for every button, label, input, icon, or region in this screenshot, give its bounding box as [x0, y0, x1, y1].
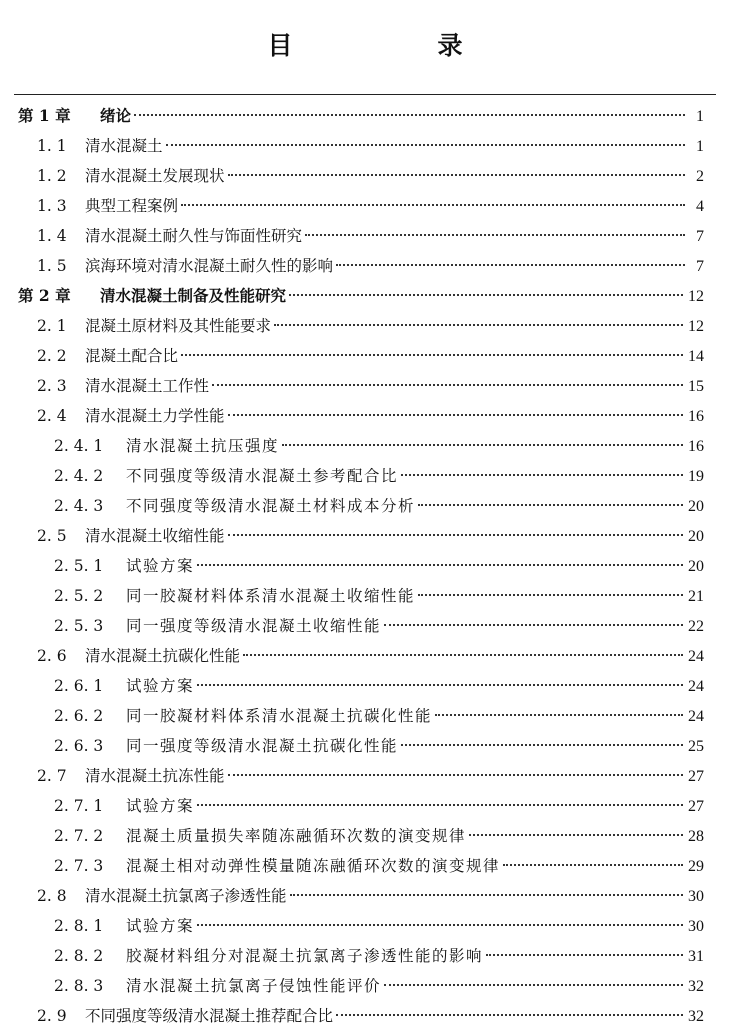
- toc-entry: [54, 791, 704, 821]
- toc-number: 2. 5: [37, 527, 67, 545]
- toc-number: 2. 7: [37, 767, 67, 785]
- toc-chapter-row[interactable]: [0, 101, 730, 131]
- toc-entry-row[interactable]: [0, 371, 730, 401]
- toc-number: 2. 5. 3: [54, 617, 104, 635]
- toc-number: 2. 8. 3: [54, 977, 104, 995]
- toc-entry-row[interactable]: [0, 161, 730, 191]
- toc-title: 同一强度等级清水混凝土抗碳化性能: [126, 737, 399, 755]
- toc-dot-leader: [197, 924, 683, 926]
- toc-entry: [37, 221, 704, 251]
- toc-page-number: 2: [696, 168, 704, 185]
- toc-title: 滨海环境对清水混凝土耐久性的影响: [85, 257, 334, 275]
- toc-dot-leader: [228, 174, 685, 176]
- toc-title: 清水混凝土制备及性能研究: [100, 286, 287, 305]
- toc-entry: [54, 941, 704, 971]
- toc-entry-row[interactable]: [0, 851, 730, 881]
- toc-number: 1. 4: [37, 227, 67, 245]
- toc-title: 清水混凝土抗氯离子渗透性能: [85, 887, 287, 905]
- toc-entry-row[interactable]: [0, 131, 730, 161]
- toc-page-number: 28: [688, 828, 704, 845]
- toc-title: 清水混凝土抗氯离子侵蚀性能评价: [126, 977, 382, 995]
- toc-dot-leader: [401, 474, 683, 476]
- toc-number: 1. 2: [37, 167, 67, 185]
- toc-number: 2. 8. 1: [54, 917, 104, 935]
- toc-title: 绪论: [100, 106, 132, 125]
- toc-page-number: 19: [688, 468, 704, 485]
- toc-number: 2. 5. 2: [54, 587, 104, 605]
- toc-entry-row[interactable]: [0, 311, 730, 341]
- toc-entry: [37, 761, 704, 791]
- toc-page-number: 1: [696, 108, 704, 125]
- toc-entry: [54, 821, 704, 851]
- toc-dot-leader: [336, 264, 685, 266]
- toc-number: 2. 2: [37, 347, 67, 365]
- toc-page-number: 16: [688, 408, 704, 425]
- toc-number: 2. 3: [37, 377, 67, 395]
- toc-title: 不同强度等级清水混凝土推荐配合比: [85, 1007, 334, 1025]
- toc-entry: [37, 131, 704, 161]
- toc-page-number: 32: [688, 978, 704, 995]
- toc-dot-leader: [228, 534, 683, 536]
- toc-title: 清水混凝土抗冻性能: [85, 767, 225, 785]
- toc-title: 清水混凝土收缩性能: [85, 527, 225, 545]
- toc-entry-row[interactable]: [0, 1001, 730, 1031]
- toc-page-number: 20: [688, 528, 704, 545]
- toc-dot-leader: [228, 414, 683, 416]
- toc-entry: [54, 731, 704, 761]
- toc-title: 同一胶凝材料体系清水混凝土抗碳化性能: [126, 707, 433, 725]
- toc-chapter-row[interactable]: [0, 281, 730, 311]
- toc-page-number: 24: [688, 708, 704, 725]
- toc-entry-row[interactable]: [0, 761, 730, 791]
- toc-entry: [37, 371, 704, 401]
- toc-title: 混凝土质量损失率随冻融循环次数的演变规律: [126, 827, 467, 845]
- toc-entry-row[interactable]: [0, 431, 730, 461]
- toc-entry: [54, 431, 704, 461]
- toc-title: 同一强度等级清水混凝土收缩性能: [126, 617, 382, 635]
- toc-title: 清水混凝土工作性: [85, 377, 210, 395]
- toc-page-number: 7: [696, 258, 704, 275]
- toc-page-number: 14: [688, 348, 704, 365]
- toc-number: 2. 5. 1: [54, 557, 104, 575]
- toc-entry: [54, 971, 704, 1001]
- toc-number: 1. 3: [37, 197, 67, 215]
- toc-entry-row[interactable]: [0, 731, 730, 761]
- toc-page-number: 30: [688, 888, 704, 905]
- toc-page-number: 22: [688, 618, 704, 635]
- toc-dot-leader: [401, 744, 683, 746]
- toc-entry: [37, 521, 704, 551]
- page-title: 目 录: [267, 31, 523, 60]
- toc-number: 2. 7. 2: [54, 827, 104, 845]
- toc-dot-leader: [197, 564, 683, 566]
- toc-title: 胶凝材料组分对混凝土抗氯离子渗透性能的影响: [126, 947, 484, 965]
- toc-entry: [54, 701, 704, 731]
- toc-page-number: 27: [688, 768, 704, 785]
- toc-dot-leader: [166, 144, 685, 146]
- toc-title: 清水混凝土发展现状: [85, 167, 225, 185]
- toc-entry: [37, 401, 704, 431]
- toc-dot-leader: [243, 654, 683, 656]
- toc-page-number: 29: [688, 858, 704, 875]
- toc-title: 清水混凝土力学性能: [85, 407, 225, 425]
- toc-entry-row[interactable]: [0, 821, 730, 851]
- toc-page-number: 7: [696, 228, 704, 245]
- toc-title: 清水混凝土: [85, 137, 163, 155]
- toc-entry: [37, 161, 704, 191]
- toc-page-number: 32: [688, 1008, 704, 1025]
- toc-entry-row[interactable]: [0, 671, 730, 701]
- toc-number: 2. 8. 2: [54, 947, 104, 965]
- toc-entry-row[interactable]: [0, 581, 730, 611]
- toc-number: 2. 4. 1: [54, 437, 104, 455]
- toc-entry: [37, 191, 704, 221]
- toc-entry: [18, 281, 704, 311]
- toc-entry: [37, 251, 704, 281]
- toc-title: 试验方案: [126, 557, 195, 575]
- toc-dot-leader: [435, 714, 683, 716]
- toc-entry-row[interactable]: [0, 521, 730, 551]
- toc-entry: [54, 611, 704, 641]
- toc-title: 混凝土原材料及其性能要求: [85, 317, 272, 335]
- toc-number: 2. 4: [37, 407, 67, 425]
- toc-title: 清水混凝土抗压强度: [126, 437, 280, 455]
- toc-entry-row[interactable]: [0, 401, 730, 431]
- toc-dot-leader: [503, 864, 683, 866]
- toc-page-number: 4: [696, 198, 704, 215]
- toc-number: 1. 5: [37, 257, 67, 275]
- toc-number: 1. 1: [37, 137, 67, 155]
- toc-page-number: 16: [688, 438, 704, 455]
- toc-number: 2. 6. 3: [54, 737, 104, 755]
- toc-dot-leader: [486, 954, 683, 956]
- toc-entry: [54, 671, 704, 701]
- toc-entry-row[interactable]: [0, 491, 730, 521]
- toc-title: 不同强度等级清水混凝土参考配合比: [126, 467, 399, 485]
- toc-page-number: 20: [688, 558, 704, 575]
- toc-title: 混凝土配合比: [85, 347, 179, 365]
- toc-entry-row[interactable]: [0, 551, 730, 581]
- toc-number: 2. 6. 2: [54, 707, 104, 725]
- toc-dot-leader: [336, 1014, 683, 1016]
- toc-title: 不同强度等级清水混凝土材料成本分析: [126, 497, 416, 515]
- toc-entry-row[interactable]: [0, 221, 730, 251]
- toc-entry: [37, 641, 704, 671]
- toc-title: 混凝土相对动弹性模量随冻融循环次数的演变规律: [126, 857, 501, 875]
- toc-page-number: 12: [688, 288, 704, 305]
- toc-entry: [54, 851, 704, 881]
- toc-dot-leader: [305, 234, 685, 236]
- toc-page-number: 25: [688, 738, 704, 755]
- toc-page-number: 15: [688, 378, 704, 395]
- toc-dot-leader: [290, 894, 683, 896]
- toc-page-number: 30: [688, 918, 704, 935]
- toc-entry: [37, 881, 704, 911]
- toc-entry: [54, 461, 704, 491]
- toc-title: 清水混凝土耐久性与饰面性研究: [85, 227, 303, 245]
- toc-page-number: 31: [688, 948, 704, 965]
- toc-dot-leader: [212, 384, 683, 386]
- toc-number: 2. 6: [37, 647, 67, 665]
- toc-dot-leader: [274, 324, 683, 326]
- toc-entry-row[interactable]: [0, 251, 730, 281]
- toc-entry-row[interactable]: [0, 611, 730, 641]
- toc-number: 第 1 章: [18, 106, 71, 125]
- toc-number: 2. 7. 3: [54, 857, 104, 875]
- toc-dot-leader: [418, 504, 683, 506]
- toc-entry-row[interactable]: [0, 941, 730, 971]
- toc-entry-row[interactable]: [0, 701, 730, 731]
- toc-dot-leader: [134, 114, 685, 116]
- toc-number: 第 2 章: [18, 286, 71, 305]
- toc-number: 2. 4. 2: [54, 467, 104, 485]
- toc-title: 同一胶凝材料体系清水混凝土收缩性能: [126, 587, 416, 605]
- toc-dot-leader: [228, 774, 683, 776]
- toc-entry: [54, 491, 704, 521]
- toc-entry: [37, 341, 704, 371]
- toc-entry-row[interactable]: [0, 971, 730, 1001]
- toc-entry: [37, 311, 704, 341]
- toc-dot-leader: [181, 204, 685, 206]
- toc-title: 典型工程案例: [85, 197, 179, 215]
- toc-page-number: 24: [688, 648, 704, 665]
- toc-dot-leader: [384, 624, 683, 626]
- toc-number: 2. 6. 1: [54, 677, 104, 695]
- toc-title: 试验方案: [126, 797, 195, 815]
- toc-dot-leader: [197, 804, 683, 806]
- toc-dot-leader: [181, 354, 683, 356]
- toc-dot-leader: [418, 594, 683, 596]
- toc-dot-leader: [469, 834, 683, 836]
- toc-page-number: 20: [688, 498, 704, 515]
- toc-dot-leader: [197, 684, 683, 686]
- toc-entry-row[interactable]: [0, 881, 730, 911]
- toc-number: 2. 9: [37, 1007, 67, 1025]
- toc-entry-row[interactable]: [0, 911, 730, 941]
- toc-entry-row[interactable]: [0, 791, 730, 821]
- toc-entry: [18, 101, 704, 131]
- toc-page-number: 21: [688, 588, 704, 605]
- toc-number: 2. 1: [37, 317, 67, 335]
- toc-dot-leader: [384, 984, 683, 986]
- toc-page-number: 27: [688, 798, 704, 815]
- toc-dot-leader: [282, 444, 683, 446]
- toc-number: 2. 8: [37, 887, 67, 905]
- toc-entry-row[interactable]: [0, 641, 730, 671]
- toc-title: 试验方案: [126, 917, 195, 935]
- toc-entry: [54, 911, 704, 941]
- toc-number: 2. 4. 3: [54, 497, 104, 515]
- toc-entry: [54, 551, 704, 581]
- toc-title: 清水混凝土抗碳化性能: [85, 647, 241, 665]
- toc-dot-leader: [289, 294, 683, 296]
- toc-entry: [37, 1001, 704, 1031]
- title-divider: [14, 94, 716, 95]
- toc-entry: [54, 581, 704, 611]
- toc-page-number: 24: [688, 678, 704, 695]
- toc-number: 2. 7. 1: [54, 797, 104, 815]
- toc-entry-row[interactable]: [0, 341, 730, 371]
- toc-entry-row[interactable]: [0, 461, 730, 491]
- toc-entry-row[interactable]: [0, 191, 730, 221]
- toc-title: 试验方案: [126, 677, 195, 695]
- toc-page-number: 12: [688, 318, 704, 335]
- toc-page-number: 1: [696, 138, 704, 155]
